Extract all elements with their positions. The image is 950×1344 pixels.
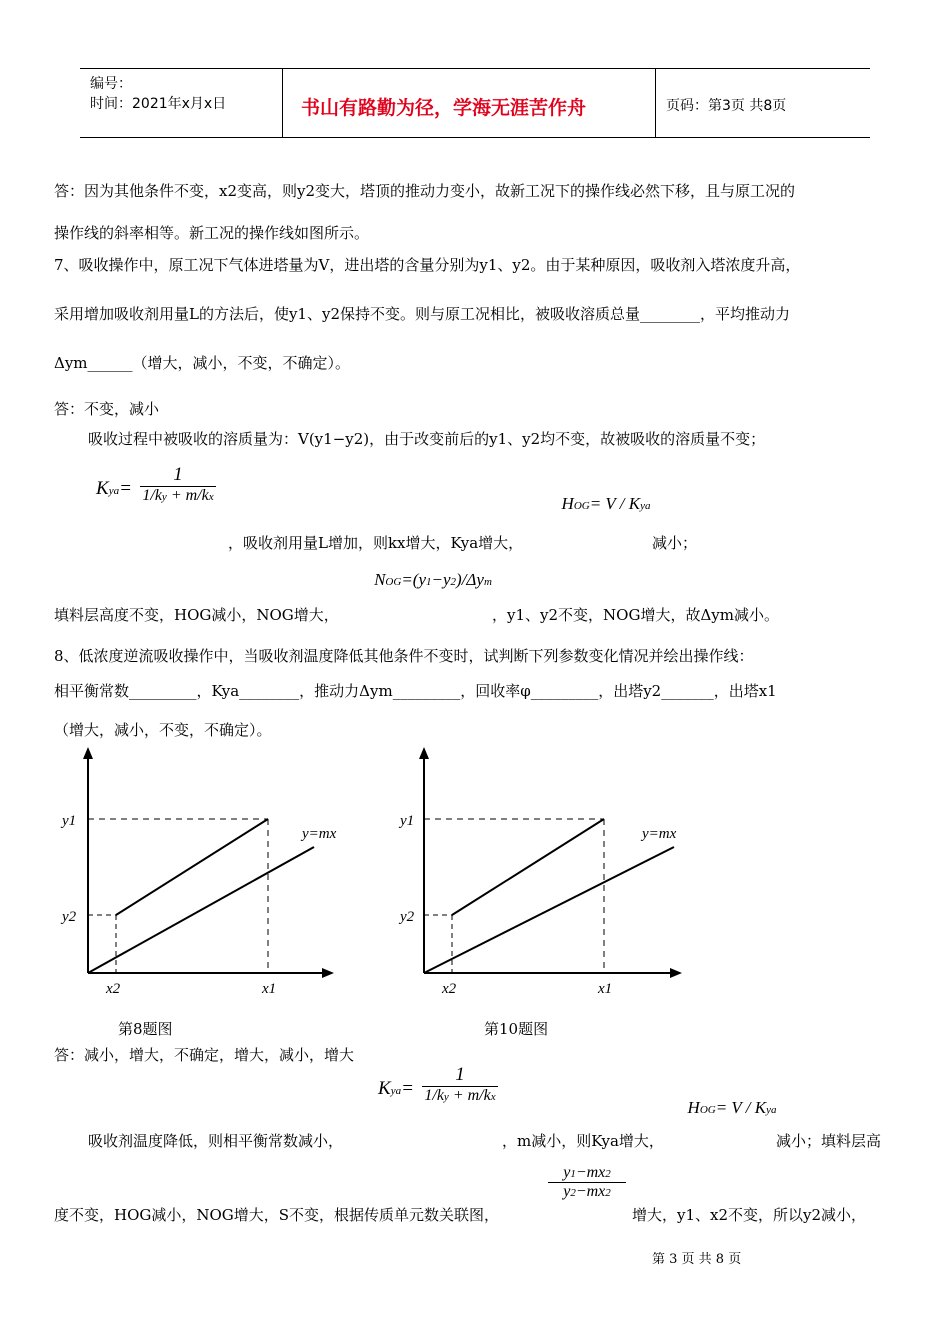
label-x2: x2 [442, 981, 457, 997]
motto: 书山有路勤为径，学海无涯苦作舟 [301, 97, 587, 119]
formula-kya-fraction: 1 1/ky + m/kx [422, 1064, 498, 1105]
figure-8 [50, 745, 350, 1010]
label-x1: x1 [598, 981, 613, 997]
text-line: Δym______（增大，减小，不变，不确定）。 [54, 354, 351, 372]
header-motto-cell [282, 69, 656, 137]
answer-line: 答：减小，增大，不确定，增大，减小，增大 [54, 1046, 355, 1064]
label-eq: y=mx [302, 826, 337, 842]
label-x1: x1 [262, 981, 277, 997]
text-line: 吸收过程中被吸收的溶质量为：V(y1−y2)，由于改变前后的y1、y2均不变，故被吸收的溶质量不变； [88, 430, 766, 448]
text-line: 填料层高度不变，HOG减小，NOG增大， [54, 606, 339, 624]
page-header [80, 68, 870, 138]
text-line: 吸收剂温度降低，则相平衡常数减小， [88, 1132, 344, 1150]
page-footer: 第 3 页 共 8 页 [652, 1252, 742, 1267]
formula-kya: Kya= [378, 1078, 414, 1099]
text-line: ，吸收剂用量L增加，则kx增大，Kya增大， [228, 534, 524, 552]
page-info: 页码：第3页 共8页 [666, 98, 787, 114]
label-y1: y1 [62, 813, 77, 829]
header-page-cell [656, 69, 870, 137]
text-line: （增大，减小，不变，不确定）。 [54, 721, 272, 739]
formula-nog: NOG=(y1−y2)/Δym [374, 570, 492, 589]
formula-kya: Kya= [96, 478, 132, 499]
label-eq: y=mx [642, 826, 677, 842]
formula-kya-fraction: 1 1/ky + m/kx [140, 464, 216, 505]
date-label: 时间：2021年x月x日 [90, 96, 227, 112]
label-y2: y2 [400, 909, 415, 925]
label-x2: x2 [106, 981, 121, 997]
figure-caption: 第8题图 [118, 1020, 173, 1038]
figure-10 [388, 745, 698, 1010]
text-line: 度不变，HOG减小，NOG增大，S不变，根据传质单元数关联图， [54, 1206, 500, 1224]
label-y1: y1 [400, 813, 415, 829]
serial-label: 编号： [90, 76, 132, 92]
text-line: 答：因为其他条件不变，x2变高，则y2变大，塔顶的推动力变小，故新工况下的操作线必然下移，且与原工况的 [54, 182, 796, 200]
figure-caption: 第10题图 [484, 1020, 549, 1038]
text-line: ，y1、y2不变，NOG增大，故Δym减小。 [492, 606, 779, 624]
text-line: 增大，y1、x2不变，所以y2减小， [632, 1206, 867, 1224]
text-line: 7、吸收操作中，原工况下气体进塔量为V，进出塔的含量分别为y1、y2。由于某种原因，吸收剂入塔浓度升高， [54, 256, 801, 274]
text-line: 采用增加吸收剂用量L的方法后，使y1、y2保持不变。则与原工况相比，被吸收溶质总量________，平均推动力 [54, 305, 791, 323]
text-line: 操作线的斜率相等。新工况的操作线如图所示。 [54, 224, 370, 242]
text-line: ，m减小，则Kya增大， [502, 1132, 664, 1150]
text-line: 减小； [652, 534, 698, 552]
formula-hog: HOG= V / Kya [687, 1098, 777, 1117]
formula-hog: HOG= V / Kya [561, 494, 651, 513]
formula-ratio: y1−mx2 y2−mx2 [548, 1164, 626, 1201]
text-line: 减小；填料层高 [776, 1132, 882, 1150]
label-y2: y2 [62, 909, 77, 925]
answer-line: 答：不变，减小 [54, 400, 160, 418]
header-meta [80, 69, 282, 137]
text-line: 8、低浓度逆流吸收操作中，当吸收剂温度降低其他条件不变时，试判断下列参数变化情况并绘出操作线： [54, 647, 754, 665]
text-line: 相平衡常数_________，Kya________，推动力Δym_________，回收率φ_________，出塔y2_______，出塔x1 [54, 682, 777, 700]
